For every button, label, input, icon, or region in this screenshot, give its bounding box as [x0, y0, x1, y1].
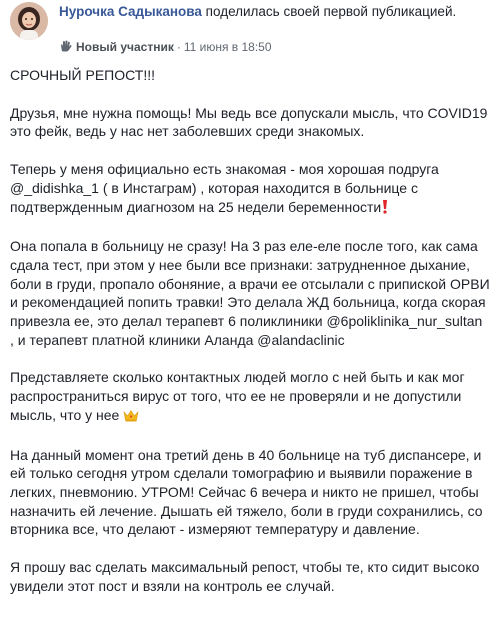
post-paragraph-2: Друзья, мне нужна помощь! Мы ведь все допускали мысль, что COVID19 это фейк, ведь у нас нет заболевших среди знакомых.: [10, 104, 488, 140]
post-paragraph-5-text: Представляете сколько контактных людей могло с ней быть и как мог распространиться вирус от того, что ее не проверяли и не допустили мысль, что у нее: [10, 369, 465, 423]
post-paragraph-5: [10, 368, 490, 426]
post-paragraph-3-text: Теперь у меня официально есть знакомая - моя хорошая подруга @_didishka_1 ( в Инстаграм) , которая находится в больнице с подтвержденным диагнозом на 25 недели беременности: [10, 161, 439, 215]
post-header: [0, 0, 497, 62]
avatar[interactable]: [10, 2, 48, 40]
post-paragraph-3: [10, 160, 490, 218]
post-date-link[interactable]: 11 июня в 18:50: [183, 40, 272, 54]
meta-separator: ·: [176, 40, 181, 54]
red-exclamation-icon: [381, 199, 389, 219]
post-body: [10, 66, 490, 614]
post-header-text: [59, 3, 479, 21]
author-name-link[interactable]: Нурочка Садыканова: [59, 4, 202, 19]
crown-icon: [123, 408, 139, 427]
avatar-photo: [10, 2, 48, 40]
post-paragraph-6: На данный момент она третий день в 40 больнице на туб диспансере, и ей только сегодня утром сделали томографию и выявили поражение в легких, пневмонию. УТРОМ! Сейчас 6 вечера и никто не пришел, чтобы назначить ей лечение. Дышать ей тяжело, боли в груди сохранились, со вторника все, что делают - измеряют температуру и давление.: [10, 446, 483, 538]
hand-wave-icon: [59, 40, 73, 52]
post-meta: [59, 40, 272, 54]
post-paragraph-4: Она попала в больницу не сразу! На 3 раз еле-еле после того, как сама сдала тест, при этом у нее были все признаки: затрудненное дыхание, боли в груди, пропало обоняние, а врачи ее отсылали с припиской ОРВИ и рекомендацией попить травки! Это делала ЖД больница, когда скорая привезла ее, это делал терапевт 6 поликлиники @6poliklinika_nur_sultan , и терапевт платной клиники Аланда @alandaclinic: [10, 238, 490, 348]
post-paragraph-1: СРОЧНЫЙ РЕПОСТ!!!: [10, 67, 156, 83]
post-action-text: поделилась своей первой публикацией.: [205, 4, 457, 19]
post-paragraph-7: Я прошу вас сделать максимальный репост, чтобы те, кто сидит высоко увидели этот пост и взяли на контроль ее случай.: [10, 559, 480, 594]
new-member-badge: Новый участник: [76, 40, 174, 54]
